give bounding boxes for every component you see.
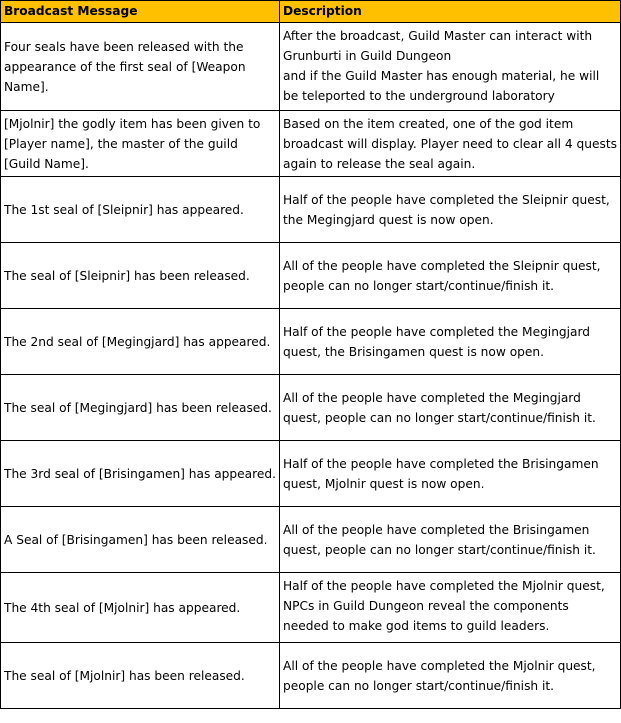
broadcast-message-cell [1,243,280,309]
description-line: Half of the people have completed the Megingjard [283,324,591,339]
table-row [1,111,621,177]
message-line: The 1st seal of [Sleipnir] has appeared. [4,202,244,217]
description-line: Grunburti in Guild Dungeon [283,49,452,63]
table-row [1,643,621,709]
description-cell [280,441,621,507]
description-line: After the broadcast, Guild Master can interact with [283,29,593,43]
description-line: All of the people have completed the Mjolnir quest, [283,658,596,673]
broadcast-message-cell [1,375,280,441]
message-line: The seal of [Sleipnir] has been released. [4,268,250,283]
header-broadcast-message: Broadcast Message [1,1,280,23]
description-line: the Megingjard quest is now open. [283,212,494,227]
header-row [1,1,621,23]
table-row [1,309,621,375]
table-row [1,573,621,643]
table-row [1,177,621,243]
table-row [1,507,621,573]
description-line: again to release the seal again. [283,157,476,171]
description-line: be teleported to the underground laboratory [283,89,555,103]
message-line: Four seals have been released with the [4,39,244,54]
description-line: people can no longer start/continue/finish it. [283,278,555,293]
description-line: quest, the Brisingamen quest is now open. [283,344,544,359]
broadcast-message-cell [1,309,280,375]
description-line: All of the people have completed the Brisingamen [283,522,590,537]
description-line: Half of the people have completed the Brisingamen [283,456,599,471]
message-line: A Seal of [Brisingamen] has been released. [4,532,268,547]
broadcast-message-cell [1,441,280,507]
message-line: appearance of the first seal of [Weapon [4,59,246,74]
message-line: The seal of [Megingjard] has been released. [4,400,272,415]
description-cell [280,111,621,177]
description-line: quest, people can no longer start/continue/finish it. [283,542,596,557]
description-cell [280,243,621,309]
message-line: [Guild Name]. [4,156,89,171]
description-line: broadcast will display. Player need to clear all 4 quests [283,137,617,151]
description-line: needed to make god items to guild leaders. [283,619,550,633]
description-cell [280,643,621,709]
description-line: Based on the item created, one of the god item [283,117,574,131]
broadcast-message-cell [1,507,280,573]
message-line: The seal of [Mjolnir] has been released. [4,668,245,683]
message-line: The 4th seal of [Mjolnir] has appeared. [4,600,241,615]
message-line: The 2nd seal of [Megingjard] has appeared. [4,334,271,349]
message-line: The 3rd seal of [Brisingamen] has appeared. [4,466,276,481]
description-cell [280,375,621,441]
table-row [1,243,621,309]
description-cell [280,23,621,111]
description-line: All of the people have completed the Sleipnir quest, [283,258,601,273]
description-line: Half of the people have completed the Mjolnir quest, [283,579,605,593]
message-line: [Mjolnir] the godly item has been given to [4,116,261,131]
broadcast-message-cell [1,23,280,111]
broadcast-message-cell [1,177,280,243]
broadcast-message-cell [1,111,280,177]
message-line: Name]. [4,79,49,94]
description-line: and if the Guild Master has enough material, he will [283,69,600,83]
table-row [1,375,621,441]
description-line: Half of the people have completed the Sleipnir quest, [283,192,610,207]
description-cell [280,573,621,643]
broadcast-message-cell [1,643,280,709]
description-line: people can no longer start/continue/finish it. [283,678,555,693]
description-line: NPCs in Guild Dungeon reveal the components [283,599,569,613]
description-cell [280,507,621,573]
header-description: Description [280,1,621,23]
message-line: [Player name], the master of the guild [4,136,238,151]
description-cell [280,309,621,375]
broadcast-message-cell [1,573,280,643]
description-line: quest, Mjolnir quest is now open. [283,476,485,491]
description-line: quest, people can no longer start/continue/finish it. [283,410,596,425]
description-line: All of the people have completed the Megingjard [283,390,581,405]
table-row [1,23,621,111]
description-cell [280,177,621,243]
table-row [1,441,621,507]
